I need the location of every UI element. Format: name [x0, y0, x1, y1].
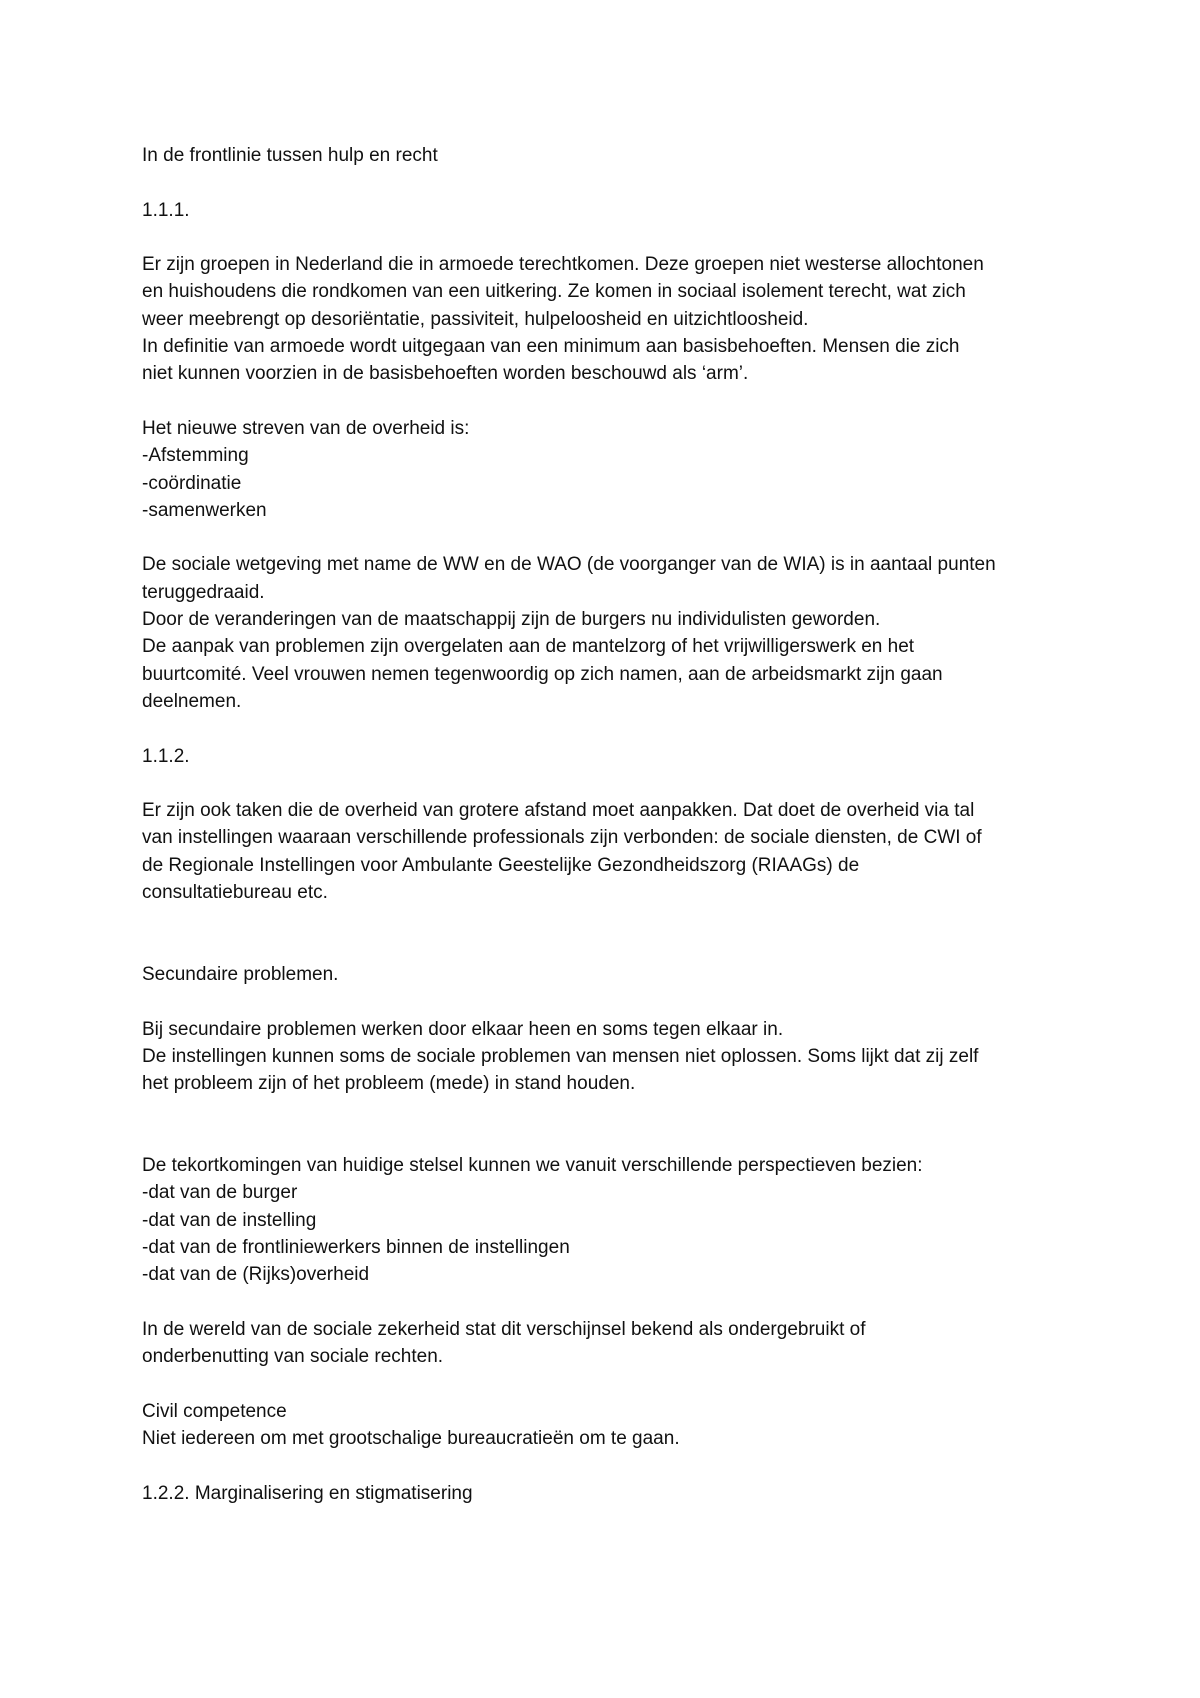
paragraph-line: Door de veranderingen van de maatschappij zijn de burgers nu individulisten geworden. [142, 609, 881, 631]
paragraph-line: De instellingen kunnen soms de sociale problemen van mensen niet oplossen. Soms lijkt dat zij zelf [142, 1045, 979, 1067]
section-heading-1-2-2 [142, 1480, 1082, 1507]
paragraph-line: buurtcomité. Veel vrouwen nemen tegenwoordig op zich namen, aan de arbeidsmarkt zijn gaan [142, 663, 943, 685]
section-number: 1.1.1. [142, 199, 190, 221]
list-intro: Het nieuwe streven van de overheid is: [142, 417, 470, 439]
paragraph-line: de Regionale Instellingen voor Ambulante Geestelijke Gezondheidszorg (RIAAGs) de [142, 854, 860, 876]
secundaire-heading-block [142, 961, 1082, 988]
document-page [142, 142, 1082, 1534]
document-title: In de frontlinie tussen hulp en recht [142, 145, 438, 166]
secundaire-heading: Secundaire problemen. [142, 963, 339, 985]
paragraph-line: consultatiebureau etc. [142, 882, 328, 904]
paragraph-line: De sociale wetgeving met name de WW en de WAO (de voorganger van de WIA) is in aantaal punten [142, 554, 996, 576]
paragraph-line: onderbenutting van sociale rechten. [142, 1346, 444, 1368]
paragraph-line: teruggedraaid. [142, 581, 265, 603]
list-item: -dat van de instelling [142, 1209, 317, 1231]
list-tekortkomingen [142, 1152, 1082, 1288]
civil-text: Niet iedereen om met grootschalige bureaucratieën om te gaan. [142, 1427, 680, 1449]
document-title-block [142, 142, 1082, 169]
list-item: -coördinatie [142, 472, 242, 494]
paragraph-line: Er zijn ook taken die de overheid van grotere afstand moet aanpakken. Dat doet de overheid via tal [142, 800, 975, 822]
paragraph-line: het probleem zijn of het probleem (mede) in stand houden. [142, 1073, 636, 1095]
list-item: -dat van de (Rijks)overheid [142, 1264, 370, 1286]
section-heading-1-1-1 [142, 197, 1082, 224]
paragraph-secundaire [142, 1016, 1082, 1098]
list-intro: De tekortkomingen van huidige stelsel kunnen we vanuit verschillende perspectieven bezien: [142, 1154, 923, 1176]
section-heading: 1.2.2. Marginalisering en stigmatisering [142, 1482, 473, 1504]
civil-heading: Civil competence [142, 1400, 287, 1422]
civil-competence-block [142, 1398, 1082, 1453]
section-number: 1.1.2. [142, 745, 190, 767]
paragraph-line: deelnemen. [142, 690, 242, 712]
list-streven [142, 415, 1082, 524]
paragraph-line: De aanpak van problemen zijn overgelaten aan de mantelzorg of het vrijwilligerswerk en het [142, 636, 915, 658]
paragraph-instellingen [142, 797, 1082, 906]
list-item: -dat van de burger [142, 1182, 298, 1204]
paragraph-armoede [142, 251, 1082, 387]
paragraph-line: van instellingen waaraan verschillende professionals zijn verbonden: de sociale diensten, de CWI of [142, 827, 982, 849]
list-item: -dat van de frontliniewerkers binnen de instellingen [142, 1236, 570, 1258]
list-item: -Afstemming [142, 445, 249, 467]
paragraph-line: en huishoudens die rondkomen van een uitkering. Ze komen in sociaal isolement terecht, wat zich [142, 281, 966, 303]
paragraph-line: niet kunnen voorzien in de basisbehoeften worden beschouwd als ‘arm’. [142, 363, 749, 385]
section-heading-1-1-2 [142, 743, 1082, 770]
paragraph-wetgeving [142, 551, 1082, 715]
list-item: -samenwerken [142, 499, 267, 521]
paragraph-line: Er zijn groepen in Nederland die in armoede terechtkomen. Deze groepen niet westerse allochtonen [142, 254, 984, 276]
paragraph-sociale-zekerheid [142, 1316, 1082, 1371]
paragraph-line: In de wereld van de sociale zekerheid stat dit verschijnsel bekend als ondergebruikt of [142, 1318, 866, 1340]
paragraph-line: weer meebrengt op desoriëntatie, passiviteit, hulpeloosheid en uitzichtloosheid. [142, 308, 809, 330]
paragraph-line: Bij secundaire problemen werken door elkaar heen en soms tegen elkaar in. [142, 1018, 784, 1040]
paragraph-line: In definitie van armoede wordt uitgegaan van een minimum aan basisbehoeften. Mensen die zich [142, 336, 960, 358]
